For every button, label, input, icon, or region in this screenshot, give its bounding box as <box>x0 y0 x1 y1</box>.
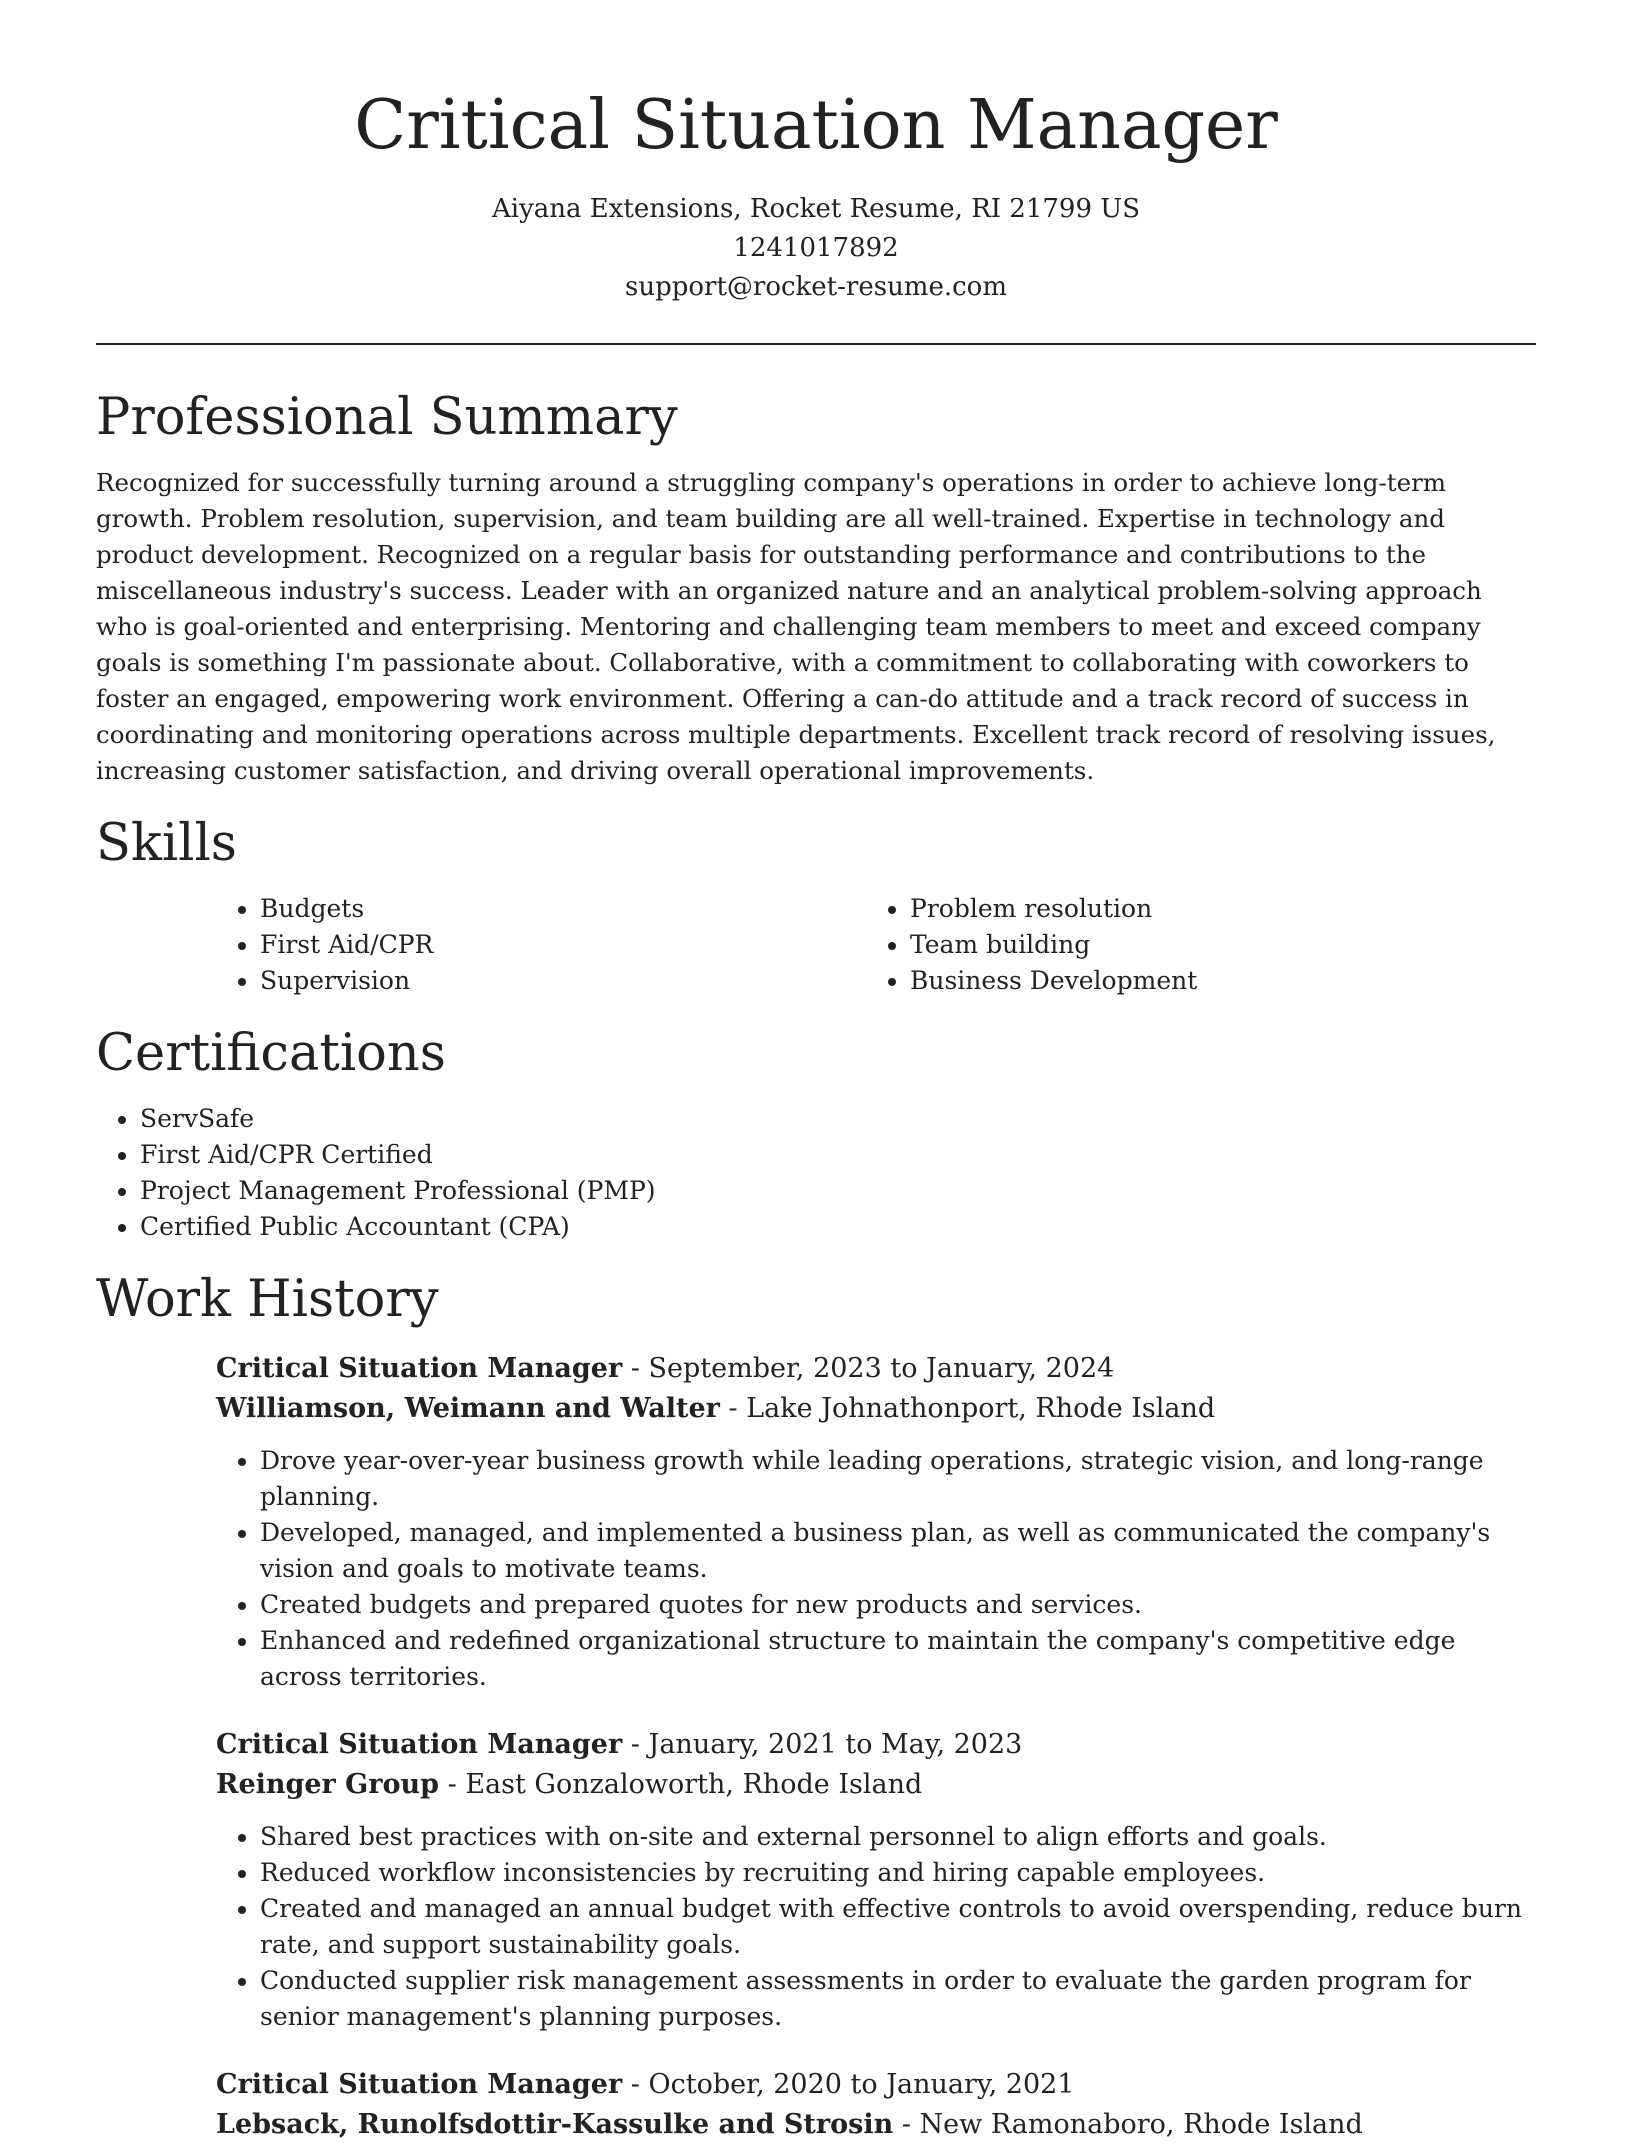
job-location: New Ramonaboro, Rhode Island <box>919 2109 1363 2140</box>
certifications-list <box>96 1101 1536 1245</box>
job-bullet: • Conducted supplier risk management assessments in order to evaluate the garden program for senior management's planning purposes. <box>260 1963 1536 2035</box>
skills-column-right <box>866 891 1516 999</box>
summary-text: Recognized for successfully turning around a struggling company's operations in order to achieve long-term growth. Problem resolution, supervision, and team building are all well-trained. Expertise in technology and product development. Recognized on a regular basis for outstanding performance and contributions to the miscellaneous industry's success. Leader with an organized nature and an analytical problem-solving approach who is goal-oriented and enterprising. Mentoring and challenging team members to meet and exceed company goals is something I'm passionate about. Collaborative, with a commitment to collaborating with coworkers to foster an engaged, empowering work environment. Offering a can-do attitude and a track record of success in coordinating and monitoring operations across multiple departments. Excellent track record of resolving issues, increasing customer satisfaction, and driving overall operational improvements. <box>96 468 1496 785</box>
work-history-heading: Work History <box>96 1270 439 1329</box>
skill-item: • Problem resolution <box>910 891 1516 927</box>
job-location: Lake Johnathonport, Rhode Island <box>746 1393 1216 1424</box>
job-company-line: Williamson, Weimann and Walter - Lake Johnathonport, Rhode Island <box>216 1393 1216 1424</box>
job-title-line: Critical Situation Manager - September, 2023 to January, 2024 <box>216 1353 1115 1384</box>
skill-item: • Team building <box>910 927 1516 963</box>
job-bullet: • Developed, managed, and implemented a business plan, as well as communicated the company's vision and goals to motivate teams. <box>260 1515 1536 1587</box>
job-company: Reinger Group <box>216 1769 439 1800</box>
job-bullet: • Created and managed an annual budget with effective controls to avoid overspending, reduce burn rate, and support sustainability goals. <box>260 1891 1536 1963</box>
job-entry <box>216 2065 1536 2145</box>
job-dates: September, 2023 to January, 2024 <box>648 1353 1115 1384</box>
skill-item: • Supervision <box>260 963 866 999</box>
certifications-heading: Certifications <box>96 1024 446 1083</box>
job-bullet: • Drove year-over-year business growth while leading operations, strategic vision, and long-range planning. <box>260 1443 1536 1515</box>
job-title-line: Critical Situation Manager - January, 2021 to May, 2023 <box>216 1729 1023 1760</box>
contact-block <box>96 190 1536 307</box>
job-company-line: Lebsack, Runolfsdottir-Kassulke and Strosin - New Ramonaboro, Rhode Island <box>216 2109 1363 2140</box>
skills-list <box>216 891 1536 999</box>
contact-phone: 1241017892 <box>733 233 899 263</box>
header-divider <box>96 343 1536 345</box>
job-bullet: • Reduced workflow inconsistencies by recruiting and hiring capable employees. <box>260 1855 1536 1891</box>
job-entry <box>216 1349 1536 1695</box>
resume-page <box>96 0 1536 2145</box>
job-title: Critical Situation Manager <box>216 2069 623 2100</box>
job-title: Critical Situation Manager <box>216 1729 623 1760</box>
skill-item: • Budgets <box>260 891 866 927</box>
job-dates: January, 2021 to May, 2023 <box>648 1729 1023 1760</box>
job-entry <box>216 1725 1536 2035</box>
certification-item: • Project Management Professional (PMP) <box>140 1173 1536 1209</box>
resume-title: Critical Situation Manager <box>354 86 1278 165</box>
job-company: Lebsack, Runolfsdottir-Kassulke and Strosin <box>216 2109 894 2140</box>
certification-item: • Certified Public Accountant (CPA) <box>140 1209 1536 1245</box>
job-title: Critical Situation Manager <box>216 1353 623 1384</box>
job-bullets <box>216 1443 1536 1695</box>
job-location: East Gonzaloworth, Rhode Island <box>465 1769 923 1800</box>
skills-heading: Skills <box>96 814 237 873</box>
skill-item: • First Aid/CPR <box>260 927 866 963</box>
skills-column-left <box>216 891 866 999</box>
skill-item: • Business Development <box>910 963 1516 999</box>
job-bullet: • Enhanced and redefined organizational structure to maintain the company's competitive edge across territories. <box>260 1623 1536 1695</box>
job-company: Williamson, Weimann and Walter <box>216 1393 720 1424</box>
job-bullet: • Shared best practices with on-site and external personnel to align efforts and goals. <box>260 1819 1536 1855</box>
certification-item: • ServSafe <box>140 1101 1536 1137</box>
certification-item: • First Aid/CPR Certified <box>140 1137 1536 1173</box>
job-bullets <box>216 1819 1536 2035</box>
summary-heading: Professional Summary <box>96 388 678 447</box>
contact-address: Aiyana Extensions, Rocket Resume, RI 21799 US <box>491 194 1141 224</box>
job-bullet: • Created budgets and prepared quotes for new products and services. <box>260 1587 1536 1623</box>
job-title-line: Critical Situation Manager - October, 2020 to January, 2021 <box>216 2069 1075 2100</box>
job-dates: October, 2020 to January, 2021 <box>648 2069 1075 2100</box>
contact-email[interactable]: support@rocket-resume.com <box>624 272 1007 302</box>
job-company-line: Reinger Group - East Gonzaloworth, Rhode Island <box>216 1769 923 1800</box>
